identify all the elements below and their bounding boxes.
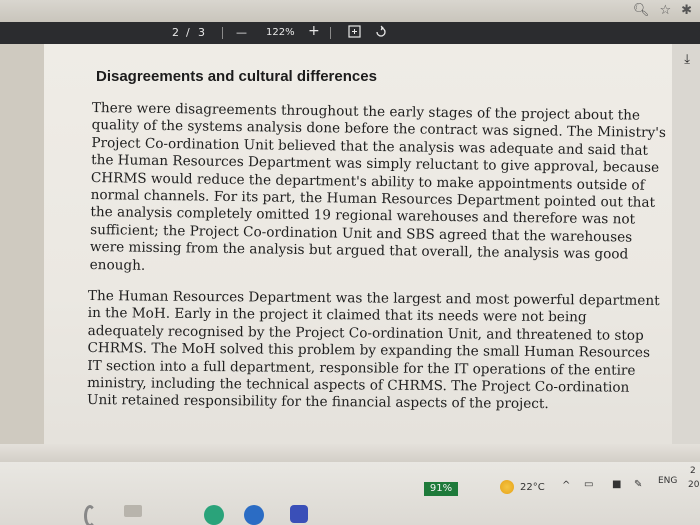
temperature[interactable]: 22°C	[520, 482, 545, 493]
network-icon[interactable]: ▭	[584, 479, 594, 490]
toolbar-divider	[222, 27, 223, 39]
fit-page-icon[interactable]	[348, 25, 361, 43]
app-icon[interactable]	[124, 505, 142, 517]
clock-fragment-bottom: 20	[688, 480, 700, 490]
paragraph-2: The Human Resources Department was the largest and most powerful department in the MoH. Early in the project it claimed that its needs were not being adequately recognised by the Project Co-ordination Unit, and threatened to stop CHRMS. The MoH solved this problem by expanding the small Human Resources IT section into a full department, responsible for the IT operations of the entire ministry, including the technical aspects of CHRMS. The Project Co-ordination Unit retained responsibility for the financial aspects of the project.	[86, 288, 660, 413]
download-icon[interactable]: ⤓	[684, 52, 690, 67]
clock-fragment-top: 2	[690, 466, 696, 476]
app-icon[interactable]	[244, 505, 264, 525]
app-icon[interactable]	[84, 505, 96, 525]
language-indicator[interactable]: ENG	[658, 476, 678, 486]
page-total: 3	[198, 26, 205, 39]
weather-sun-icon[interactable]	[500, 480, 514, 494]
browser-action-icons	[633, 3, 692, 18]
puzzle-icon[interactable]: ✱	[681, 3, 692, 18]
section-heading: Disagreements and cultural differences	[96, 68, 377, 85]
rotate-icon[interactable]	[374, 25, 388, 44]
zoom-out-button[interactable]: —	[236, 26, 247, 39]
paragraph-1: There were disagreements throughout the early stages of the project about the quality of the systems analysis done before the contract was signed. The Ministry's Project Co-ordination Unit believed that the analysis was adequate and said that the Human Resources Department was simply reluctant to give approval, because CHRMS would reduce the department's ability to make appointments outside of normal channels. For its part, the Human Resources Department pointed out that the analysis completely omitted 19 regional warehouses and therefore was not sufficient; the Project Co-ordination Unit and SBS agreed that the warehouses were missing from the analysis but argued that overall, the analysis was good enough.	[89, 100, 667, 274]
star-icon[interactable]: ☆	[659, 3, 672, 18]
volume-icon[interactable]: ■	[612, 479, 622, 490]
magnifier-icon[interactable]: 🔍︎	[632, 3, 650, 18]
pen-icon[interactable]: ✎	[634, 479, 643, 490]
page-separator: /	[186, 26, 190, 39]
zoom-level[interactable]: 122%	[266, 27, 295, 38]
app-icon[interactable]	[290, 505, 308, 523]
chevron-up-icon[interactable]: ^	[562, 480, 571, 491]
toolbar-divider	[330, 27, 331, 39]
page-bottom-edge	[0, 444, 700, 462]
page-current[interactable]: 2	[172, 26, 179, 39]
taskbar	[0, 462, 700, 525]
zoom-in-button[interactable]: +	[308, 23, 320, 39]
app-icon[interactable]	[204, 505, 224, 525]
page-side-panel	[672, 44, 700, 462]
browser-top-strip	[0, 0, 700, 22]
battery-indicator[interactable]: 91%	[424, 482, 458, 496]
pdf-toolbar	[0, 22, 700, 44]
